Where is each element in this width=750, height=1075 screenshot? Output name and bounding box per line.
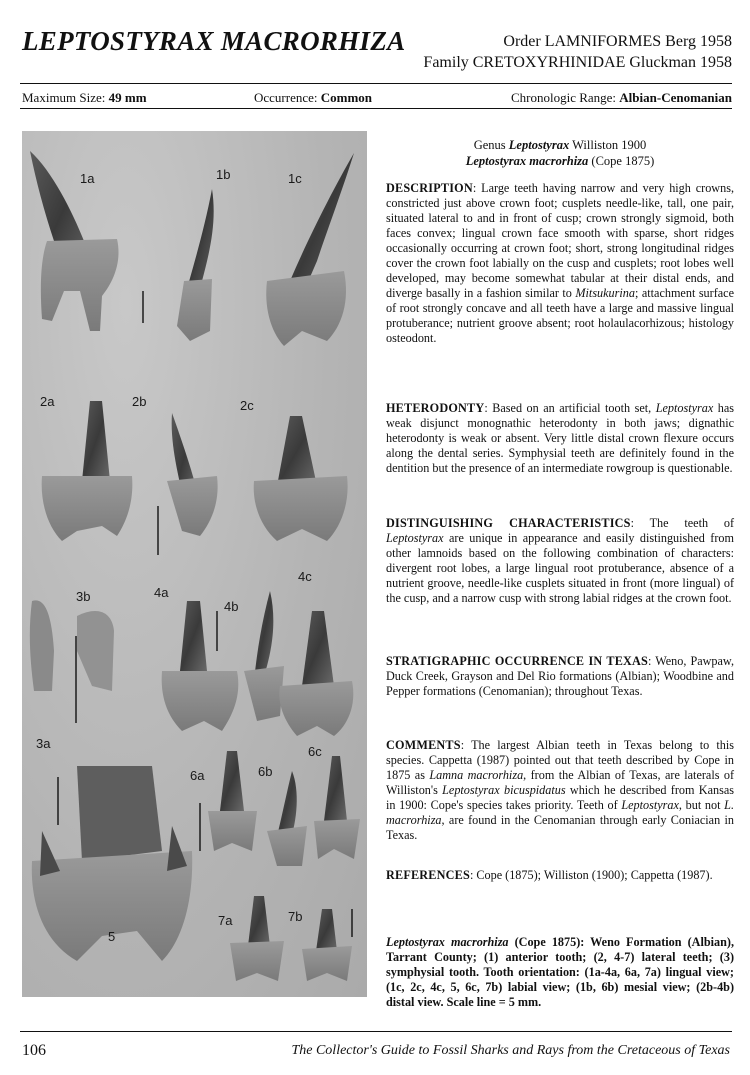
tooth-6b (267, 771, 307, 866)
references-text: : Cope (1875); Williston (1900); Cappetta (1987). (469, 868, 713, 882)
tooth-4a (162, 601, 239, 731)
distinguishing-italic: Leptostyrax (386, 531, 444, 545)
tooth-6c (314, 756, 360, 859)
fig-label-6b: 6b (258, 764, 273, 779)
tooth-6a (208, 751, 257, 851)
tooth-2b (167, 413, 218, 536)
header-rule-top (20, 83, 732, 84)
taxon-order: Order LAMNIFORMES Berg 1958 (503, 33, 732, 50)
genus-block (386, 137, 734, 169)
heterodonty-italic: Leptostyrax (655, 401, 714, 415)
tooth-7b (302, 909, 352, 981)
heterodonty-text-a: : Based on an artificial tooth set, (484, 401, 656, 415)
occurrence-value: Common (320, 90, 373, 105)
section-references (386, 868, 734, 883)
max-size-value: 49 mm (108, 90, 147, 105)
fig-label-4b: 4b (224, 599, 239, 614)
tooth-4c (279, 611, 353, 736)
section-comments (386, 738, 734, 843)
comments-text-e: , are found in the Cenomanian through early Coniacian in Texas. (386, 813, 734, 842)
occurrence (254, 90, 372, 106)
occurrence-label: Occurrence: (254, 90, 318, 105)
references-heading: REFERENCES (386, 868, 470, 882)
comments-heading: COMMENTS (386, 738, 461, 752)
description-text-b: ; attachment surface of root strongly concave and all teeth have a large and massive lingual protuberance; nutrient groove absent; root holaulacorhizous; histology osteodont. (386, 286, 734, 345)
fig-label-3a: 3a (36, 736, 51, 751)
genus-line (386, 137, 734, 153)
book-title: The Collector's Guide to Fossil Sharks and Rays from the Cretaceous of Texas (291, 1043, 730, 1058)
distinguishing-heading: DISTINGUISHING CHARACTERISTICS (386, 516, 631, 530)
section-description (386, 181, 734, 346)
description-text-a: : Large teeth having narrow and very high crowns, constricted just above crown foot; cusplets needle-like, tall, one pair, situated lateral to and in front of cusp; crown strongly sigmoid, both faces convex; lingual crown face smooth with sparse, short ridges occasionally occurring at crown foot; short, strong longitudinal ridges cover the crown foot labially on the cusp and cusplets; root lobes well developed, may become somewhat tabular at their distal ends, and diverge basally in a fashion similar to (386, 181, 734, 300)
genus-author: Williston 1900 (569, 138, 647, 152)
comments-italic-2: Leptostyrax bicuspidatus (442, 783, 566, 797)
fig-label-6c: 6c (308, 744, 322, 759)
genus-name: Leptostyrax (508, 138, 570, 152)
genus-prefix: Genus (473, 138, 509, 152)
species-author: (Cope 1875) (588, 154, 655, 168)
chronologic-range (511, 90, 732, 106)
fossil-plate-drawing (22, 131, 367, 997)
stratigraphic-text: : Weno, Pawpaw, Duck Creek, Grayson and Del Rio formations (Albian); Woodbine and Pepper formations (Cenomanian); throughout Texas. (386, 654, 734, 698)
page-title: LEPTOSTYRAX MACRORHIZA (22, 26, 406, 56)
comments-italic-3: Leptostyrax (621, 798, 679, 812)
fig-label-1c: 1c (288, 171, 302, 186)
fig-label-3b: 3b (76, 589, 91, 604)
fig-label-1a: 1a (80, 171, 95, 186)
tooth-4b (244, 591, 284, 721)
heterodonty-text-b: has weak disjunct monognathic heterodonty in both jaws; dignathic heterodonty is weak or absent. Very little distal crown flexure occurs along the dental series. Symphysial teeth are definitely found in the dentition but the presence of an intermediate rowgroup is questionable. (386, 401, 735, 475)
max-size-label: Maximum Size: (22, 90, 106, 105)
section-heterodonty (386, 401, 734, 476)
tooth-7a (230, 896, 284, 981)
species-line (386, 153, 734, 169)
fig-label-7b: 7b (288, 909, 303, 924)
footer-rule (20, 1031, 732, 1032)
fossil-plate (22, 131, 367, 997)
comments-text-a: : The largest Albian teeth in Texas belong to this species. Cappetta (1987) pointed out that teeth described by Cope in 1875 as (386, 738, 734, 782)
fig-label-2c: 2c (240, 398, 254, 413)
distinguishing-text-a: : The teeth of (630, 516, 735, 530)
header-rule-bottom (20, 108, 732, 109)
tooth-1b (177, 189, 214, 341)
comments-text-d: , but not (678, 798, 725, 812)
fig-label-1b: 1b (216, 167, 231, 182)
tooth-1a (30, 151, 119, 331)
distinguishing-text-b: are unique in appearance and easily distinguished from other lamnoids based on the following combination of characters: divergent root lobes, a large lingual root protuberance, absence of a nutrient groove, needle-like cusplets situated in front (more lingual) of the cusp, and a narrow cusp with strong labial ridges at the crown foot. (386, 531, 734, 605)
range-label: Chronologic Range: (510, 90, 617, 105)
max-size (22, 90, 147, 106)
heterodonty-heading: HETERODONTY (386, 401, 485, 415)
fig-label-2a: 2a (40, 394, 55, 409)
section-distinguishing (386, 516, 734, 606)
tooth-3b (30, 600, 114, 691)
fig-label-2b: 2b (132, 394, 147, 409)
fig-label-4a: 4a (154, 585, 169, 600)
fig-label-5: 5 (108, 929, 116, 944)
tooth-2c (254, 416, 348, 541)
section-stratigraphic (386, 654, 734, 699)
description-italic: Mitsukurina (575, 286, 635, 300)
description-heading: DESCRIPTION (386, 181, 473, 195)
comments-text-c: which he described from Kansas in 1900: Cope's species takes priority. Teeth of (386, 783, 734, 812)
comments-text-b: , from the Albian of Texas, are laterals of Williston's (386, 768, 735, 797)
fig-label-4c: 4c (298, 569, 312, 584)
stratigraphic-heading: STRATIGRAPHIC OCCURRENCE IN TEXAS (386, 654, 649, 668)
taxon-family: Family CRETOXYRHINIDAE Gluckman 1958 (423, 54, 732, 71)
fig-label-7a: 7a (218, 913, 233, 928)
comments-italic-1: Lamna macrorhiza (429, 768, 524, 782)
tooth-1c (266, 153, 354, 346)
fig-label-6a: 6a (190, 768, 205, 783)
figure-caption (386, 935, 734, 1010)
comments-italic-4: L. macrorhiza (386, 798, 734, 827)
caption-species: Leptostyrax macrorhiza (386, 935, 509, 949)
range-value: Albian-Cenomanian (619, 90, 732, 105)
tooth-2a (42, 401, 133, 541)
caption-text: (Cope 1875): Weno Formation (Albian), Tarrant County; (1) anterior tooth; (2, 4-7) lateral teeth; (3) symphysial tooth. Tooth orientation: (1a-4a, 6a, 7a) lingual view; (1c, 2c, 4c, 5, 6c, 7b) labial view; (1b, 6b) mesial view; (2b-4b) distal view. Scale line = 5 mm. (386, 935, 734, 1009)
species-name: Leptostyrax macrorhiza (465, 154, 589, 168)
page-number: 106 (22, 1042, 46, 1059)
